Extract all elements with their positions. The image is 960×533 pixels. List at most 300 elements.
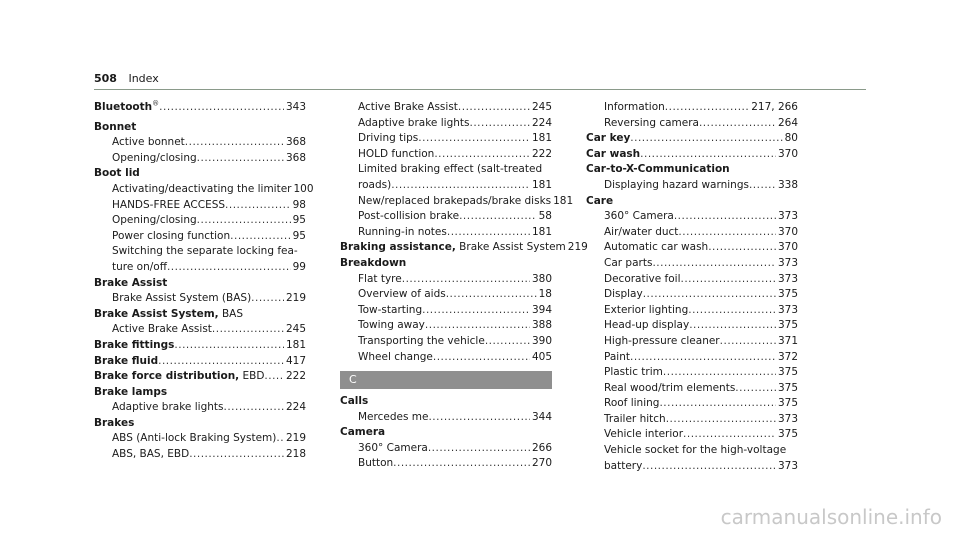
entry-text: Brake fluid <box>94 354 159 367</box>
dot-leader <box>459 209 537 225</box>
index-subentry[interactable] <box>586 116 798 132</box>
index-entry[interactable] <box>94 100 306 116</box>
entry-text: New/replaced brakepads/brake disks <box>358 194 552 207</box>
index-subentry[interactable] <box>340 410 552 426</box>
entry-label <box>604 318 689 334</box>
entry-label <box>340 256 406 272</box>
trademark-symbol: ® <box>152 99 160 108</box>
index-subentry[interactable] <box>340 287 552 303</box>
page-reference: 217, 266 <box>751 101 798 113</box>
entry-text: Switching the separate locking fea- <box>112 245 298 258</box>
entry-label <box>112 400 223 416</box>
page-reference: 375 <box>777 381 798 394</box>
page-reference: 368 <box>285 151 306 164</box>
entry-label <box>358 116 469 132</box>
index-entry[interactable] <box>586 162 798 178</box>
page-reference: 98 <box>292 198 306 211</box>
page-reference: 375 <box>777 397 798 410</box>
entry-text: Overview of aids <box>358 288 446 301</box>
entry-text: Vehicle socket for the high-voltage <box>604 444 787 457</box>
dot-leader <box>469 116 529 132</box>
page-reference: 373 <box>777 272 798 285</box>
page-reference: 373 <box>777 459 798 472</box>
index-subentry[interactable] <box>340 162 552 178</box>
index-subentry[interactable] <box>586 459 798 475</box>
entry-label <box>94 166 140 182</box>
entry-text: Brake lamps <box>94 385 168 398</box>
entry-text: Power closing function <box>112 229 231 242</box>
dot-leader <box>264 369 284 385</box>
entry-text: Bonnet <box>94 120 137 133</box>
entry-reference: BAS <box>218 307 244 320</box>
entry-label <box>112 198 225 214</box>
entry-label <box>586 131 630 147</box>
page-reference: 270 <box>531 457 552 470</box>
dot-leader <box>665 100 749 116</box>
entry-label <box>94 354 158 370</box>
page-reference: 343 <box>285 101 306 113</box>
entry-label <box>94 385 167 401</box>
index-subentry[interactable] <box>340 225 552 241</box>
entry-label <box>604 272 681 288</box>
section-letter-header: C <box>340 371 552 389</box>
dot-leader <box>418 131 530 147</box>
entry-label <box>94 307 243 323</box>
entry-label <box>358 209 459 225</box>
index-subentry[interactable] <box>94 213 306 229</box>
entry-label <box>94 276 167 292</box>
entry-text: Air/water duct <box>604 225 679 238</box>
entry-label <box>358 287 446 303</box>
entry-label <box>358 225 447 241</box>
entry-label <box>340 394 368 410</box>
dot-leader <box>189 447 284 463</box>
entry-text: Active Brake Assist <box>358 101 458 113</box>
entry-text: Camera <box>340 426 386 439</box>
entry-label <box>604 100 665 116</box>
entry-text: Brake fittings <box>94 338 175 351</box>
index-entry[interactable] <box>94 385 306 401</box>
dot-leader <box>393 456 530 472</box>
index-subentry[interactable] <box>586 427 798 443</box>
entry-label <box>358 441 428 457</box>
entry-text: Decorative foil <box>604 272 681 285</box>
entry-text: Adaptive brake lights <box>112 401 224 414</box>
page-reference: 344 <box>531 410 552 423</box>
dot-leader <box>681 272 776 288</box>
index-subentry[interactable] <box>586 178 798 194</box>
entry-text: Car parts <box>604 256 653 269</box>
dot-leader <box>642 459 776 475</box>
dot-leader <box>640 147 776 163</box>
entry-text: Post-collision brake <box>358 210 460 223</box>
index-entry[interactable] <box>94 416 306 432</box>
entry-label <box>358 100 458 116</box>
index-entry[interactable] <box>340 425 552 441</box>
index-subentry[interactable] <box>586 287 798 303</box>
entry-text: Active bonnet <box>112 136 185 149</box>
index-subentry[interactable] <box>94 400 306 416</box>
entry-label <box>112 447 189 463</box>
entry-label <box>604 365 663 381</box>
entry-label <box>94 338 174 354</box>
dot-leader <box>185 135 284 151</box>
entry-text: 360° Camera <box>604 210 674 223</box>
page-reference: 80 <box>784 132 798 145</box>
entry-label <box>604 256 652 272</box>
page-reference: 224 <box>285 401 306 414</box>
index-subentry[interactable] <box>94 431 306 447</box>
dot-leader <box>674 209 776 225</box>
index-subentry[interactable] <box>586 256 798 272</box>
index-subentry[interactable] <box>586 381 798 397</box>
index-entry[interactable] <box>340 394 552 410</box>
page-reference: 95 <box>292 214 306 227</box>
index-subentry[interactable] <box>586 412 798 428</box>
dot-leader <box>689 318 776 334</box>
entry-label <box>358 162 542 178</box>
index-subentry[interactable] <box>340 178 552 194</box>
index-subentry[interactable] <box>94 260 306 276</box>
entry-text: Boot lid <box>94 167 140 180</box>
index-subentry[interactable] <box>340 456 552 472</box>
entry-text: Real wood/trim elements <box>604 381 736 394</box>
index-column-1 <box>94 99 314 463</box>
entry-label <box>604 225 678 241</box>
entry-text: Adaptive brake lights <box>358 116 470 129</box>
page-reference: 370 <box>777 147 798 160</box>
entry-text: Driving tips <box>358 132 419 145</box>
dot-leader <box>251 291 284 307</box>
dot-leader <box>174 338 284 354</box>
entry-text: Running-in notes <box>358 225 447 238</box>
entry-text: Automatic car wash <box>604 241 709 254</box>
entry-text: Towing away <box>358 319 425 332</box>
page-reference: 373 <box>777 210 798 223</box>
entry-text: Opening/closing <box>112 214 197 227</box>
index-column-2 <box>340 100 588 472</box>
index-subentry[interactable] <box>340 147 552 163</box>
index-subentry[interactable] <box>586 318 798 334</box>
page-reference: 375 <box>777 428 798 441</box>
entry-text: Brake force distribution, <box>94 370 240 383</box>
page-reference: 222 <box>285 370 306 383</box>
page-reference: 218 <box>285 448 306 461</box>
index-subentry[interactable] <box>94 229 306 245</box>
entry-text: Brake Assist <box>94 276 168 289</box>
index-subentry[interactable] <box>94 135 306 151</box>
index-subentry[interactable] <box>586 240 798 256</box>
dot-leader <box>652 256 776 272</box>
entry-label <box>358 147 434 163</box>
entry-text: Care <box>586 194 614 207</box>
page-reference: 99 <box>292 260 306 273</box>
dot-leader <box>683 427 776 443</box>
index-subentry[interactable] <box>586 303 798 319</box>
index-entry[interactable] <box>586 194 798 210</box>
dot-leader <box>720 334 776 350</box>
dot-leader <box>458 100 530 116</box>
entry-text: Braking assistance, <box>340 241 456 254</box>
index-entry[interactable] <box>94 369 306 385</box>
dot-leader <box>197 213 291 229</box>
index-entry[interactable] <box>94 338 306 354</box>
entry-text: Vehicle interior <box>604 428 684 441</box>
entry-text: HOLD function <box>358 147 435 160</box>
entry-text: Car wash <box>586 147 641 160</box>
entry-text: Tow-starting <box>358 303 423 316</box>
entry-text: roads) <box>358 178 392 191</box>
entry-text: Trailer hitch <box>604 412 666 425</box>
entry-text: High-pressure cleaner <box>604 334 720 347</box>
entry-label <box>604 459 642 475</box>
page-reference: 390 <box>531 334 552 347</box>
entry-text: Plastic trim <box>604 366 663 379</box>
index-subentry[interactable] <box>340 318 552 334</box>
dot-leader <box>159 100 284 116</box>
entry-label <box>604 116 699 132</box>
dot-leader <box>643 287 776 303</box>
index-entry[interactable] <box>340 240 588 256</box>
entry-label <box>112 213 197 229</box>
entry-text: Brake Assist System, <box>94 307 219 320</box>
entry-text: Breakdown <box>340 256 407 269</box>
page-reference: 368 <box>285 136 306 149</box>
entry-label <box>604 412 666 428</box>
entry-reference: Brake Assist System <box>455 241 566 254</box>
entry-label <box>586 162 730 178</box>
entry-text: Bluetooth <box>94 101 153 113</box>
entry-text: Reversing camera <box>604 116 699 129</box>
entry-label <box>112 260 167 276</box>
dot-leader <box>158 354 284 370</box>
dot-leader <box>225 198 291 214</box>
entry-label <box>112 244 298 260</box>
page-number: 508 <box>94 72 117 85</box>
entry-text: Flat tyre <box>358 272 402 285</box>
entry-label <box>604 240 708 256</box>
entry-text: Transporting the vehicle <box>358 334 485 347</box>
index-subentry[interactable] <box>586 443 798 459</box>
index-entry[interactable] <box>586 131 798 147</box>
index-subentry[interactable] <box>340 303 552 319</box>
entry-text: Calls <box>340 395 369 408</box>
dot-leader <box>659 396 776 412</box>
entry-text: Display <box>604 288 643 301</box>
index-entry[interactable] <box>94 120 306 136</box>
entry-label <box>94 120 136 136</box>
index-entry[interactable] <box>94 307 306 323</box>
entry-label <box>586 194 613 210</box>
index-subentry[interactable] <box>586 209 798 225</box>
dot-leader <box>708 240 776 256</box>
dot-leader <box>223 400 283 416</box>
page-reference: 372 <box>777 350 798 363</box>
entry-label <box>604 350 630 366</box>
index-subentry[interactable] <box>94 151 306 167</box>
entry-text: Information <box>604 101 665 113</box>
entry-label <box>94 369 264 385</box>
dot-leader <box>749 178 776 194</box>
header-rule <box>94 89 866 90</box>
entry-label <box>94 416 134 432</box>
index-subentry[interactable] <box>340 131 552 147</box>
entry-label <box>112 291 251 307</box>
index-subentry[interactable] <box>94 322 306 338</box>
dot-leader <box>735 381 776 397</box>
page-reference: 181 <box>531 132 552 145</box>
entry-text: Exterior lighting <box>604 303 689 316</box>
index-subentry[interactable] <box>340 272 552 288</box>
index-entry[interactable] <box>340 256 552 272</box>
dot-leader <box>630 131 782 147</box>
entry-label <box>112 431 276 447</box>
page-reference: 371 <box>777 334 798 347</box>
page-reference: 373 <box>777 256 798 269</box>
index-subentry[interactable] <box>94 244 306 260</box>
index-subentry[interactable] <box>586 225 798 241</box>
index-column-3 <box>586 100 798 474</box>
dot-leader <box>167 260 291 276</box>
entry-label <box>358 410 428 426</box>
entry-label <box>112 182 292 198</box>
index-entry[interactable] <box>94 354 306 370</box>
dot-leader <box>428 410 529 426</box>
dot-leader <box>425 318 530 334</box>
dot-leader <box>422 303 530 319</box>
entry-text: ABS, BAS, EBD <box>112 448 190 461</box>
page-reference: 375 <box>777 366 798 379</box>
index-subentry[interactable] <box>586 100 798 116</box>
page-reference: 264 <box>777 116 798 129</box>
page-reference: 219 <box>285 292 306 305</box>
index-subentry[interactable] <box>340 194 574 210</box>
page-reference: 338 <box>777 178 798 191</box>
entry-label <box>358 131 418 147</box>
index-subentry[interactable] <box>340 116 552 132</box>
entry-text: Limited braking effect (salt-treated <box>358 163 543 176</box>
dot-leader <box>402 272 530 288</box>
index-entry[interactable] <box>94 166 306 182</box>
entry-text: Brake Assist System (BAS) <box>112 292 252 305</box>
page-reference: 181 <box>531 225 552 238</box>
page-reference: 100 <box>293 182 314 195</box>
index-subentry[interactable] <box>586 350 798 366</box>
watermark: carmanualsonline.info <box>720 505 942 529</box>
page-reference: 373 <box>777 303 798 316</box>
dot-leader <box>447 225 530 241</box>
entry-text: Car-to-X-Communication <box>586 163 730 176</box>
page-reference: 58 <box>538 210 552 223</box>
page-header <box>94 72 159 85</box>
page-reference: 370 <box>777 225 798 238</box>
entry-label <box>358 272 402 288</box>
entry-label <box>112 229 230 245</box>
index-subentry[interactable] <box>340 350 552 366</box>
dot-leader <box>276 431 284 447</box>
entry-label <box>358 318 425 334</box>
page-reference: 245 <box>531 101 552 113</box>
page-reference: 245 <box>285 323 306 336</box>
index-subentry[interactable] <box>94 198 306 214</box>
page-reference: 405 <box>531 350 552 363</box>
dot-leader <box>630 350 776 366</box>
entry-label <box>604 303 688 319</box>
entry-label <box>340 240 566 256</box>
page-reference: 224 <box>531 116 552 129</box>
dot-leader <box>212 322 284 338</box>
entry-text: Opening/closing <box>112 151 197 164</box>
page-reference: 388 <box>531 319 552 332</box>
entry-text: Paint <box>604 350 630 363</box>
entry-label <box>112 135 185 151</box>
index-subentry[interactable] <box>340 100 552 116</box>
entry-text: Active Brake Assist <box>112 323 212 336</box>
entry-label <box>358 456 393 472</box>
index-entry[interactable] <box>586 147 798 163</box>
section-title: Index <box>128 72 159 85</box>
entry-label <box>604 209 674 225</box>
page-reference: 219 <box>567 241 588 254</box>
dot-leader <box>446 287 537 303</box>
entry-label <box>358 350 433 366</box>
index-subentry[interactable] <box>94 291 306 307</box>
dot-leader <box>434 147 530 163</box>
entry-label <box>604 443 786 459</box>
entry-label <box>604 287 643 303</box>
entry-label <box>604 381 735 397</box>
page-reference: 18 <box>538 288 552 301</box>
index-subentry[interactable] <box>586 365 798 381</box>
entry-label <box>604 334 720 350</box>
entry-label <box>112 151 197 167</box>
dot-leader <box>699 116 776 132</box>
index-subentry[interactable] <box>340 209 552 225</box>
dot-leader <box>391 178 530 194</box>
entry-label <box>358 303 422 319</box>
entry-text: Button <box>358 457 394 470</box>
index-subentry[interactable] <box>586 396 798 412</box>
entry-text: Displaying hazard warnings <box>604 178 749 191</box>
entry-label <box>604 427 683 443</box>
entry-label <box>340 425 385 441</box>
entry-text: 360° Camera <box>358 441 428 454</box>
index-subentry[interactable] <box>94 182 314 198</box>
page-reference: 370 <box>777 241 798 254</box>
dot-leader <box>197 151 284 167</box>
index-subentry[interactable] <box>340 334 552 350</box>
index-subentry[interactable] <box>586 334 798 350</box>
entry-text: battery <box>604 459 643 472</box>
entry-reference: EBD <box>239 370 265 383</box>
entry-text: Mercedes me <box>358 410 429 423</box>
page-reference: 375 <box>777 288 798 301</box>
dot-leader <box>428 441 530 457</box>
index-subentry[interactable] <box>94 447 306 463</box>
dot-leader <box>678 225 776 241</box>
page-reference: 181 <box>531 178 552 191</box>
index-subentry[interactable] <box>586 272 798 288</box>
page-reference: 417 <box>285 354 306 367</box>
page-reference: 222 <box>531 147 552 160</box>
page-reference: 373 <box>777 412 798 425</box>
index-entry[interactable] <box>94 276 306 292</box>
page-reference: 181 <box>285 338 306 351</box>
entry-text: Wheel change <box>358 350 433 363</box>
entry-text: Activating/deactivating the limiter <box>112 182 292 195</box>
index-subentry[interactable] <box>340 441 552 457</box>
entry-label <box>604 396 659 412</box>
